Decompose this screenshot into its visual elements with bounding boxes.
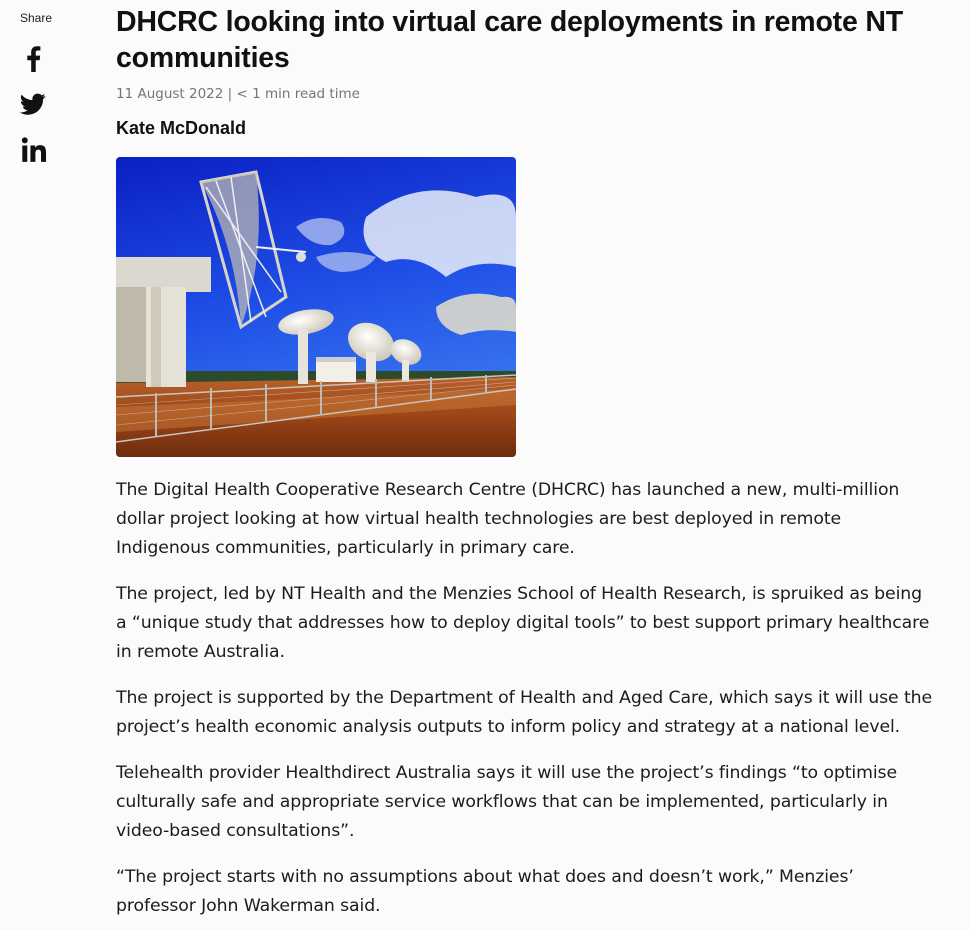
article-body	[116, 476, 936, 930]
paragraph: The project, led by NT Health and the Menzies School of Health Research, is spruiked as being a “unique study that addresses how to deploy digital tools” to best support primary healthcare in remote Australia.	[116, 584, 930, 662]
paragraph: The Digital Health Cooperative Research Centre (DHCRC) has launched a new, multi-million dollar project looking at how virtual health technologies are best deployed in remote Indigenous communities, particularly in primary care.	[116, 480, 900, 558]
paragraph: “The project starts with no assumptions about what does and doesn’t work,” Menzies’ professor John Wakerman said.	[116, 867, 854, 916]
share-label: Share	[20, 11, 53, 25]
facebook-icon[interactable]	[21, 46, 47, 72]
twitter-icon[interactable]	[20, 91, 46, 117]
linkedin-icon[interactable]	[21, 137, 47, 163]
article-title: DHCRC looking into virtual care deployments in remote NT communities	[116, 6, 903, 74]
paragraph: Telehealth provider Healthdirect Australia says it will use the project’s findings “to optimise culturally safe and appropriate service workflows that can be implemented, particularly in video-based consultations”.	[116, 763, 897, 841]
paragraph: The project is supported by the Department of Health and Aged Care, which says it will use the project’s health economic analysis outputs to inform policy and strategy at a national level.	[116, 688, 933, 737]
article-meta: 11 August 2022 | < 1 min read time	[116, 86, 360, 102]
author-name[interactable]: Kate McDonald	[116, 118, 247, 138]
hero-image	[116, 157, 516, 457]
